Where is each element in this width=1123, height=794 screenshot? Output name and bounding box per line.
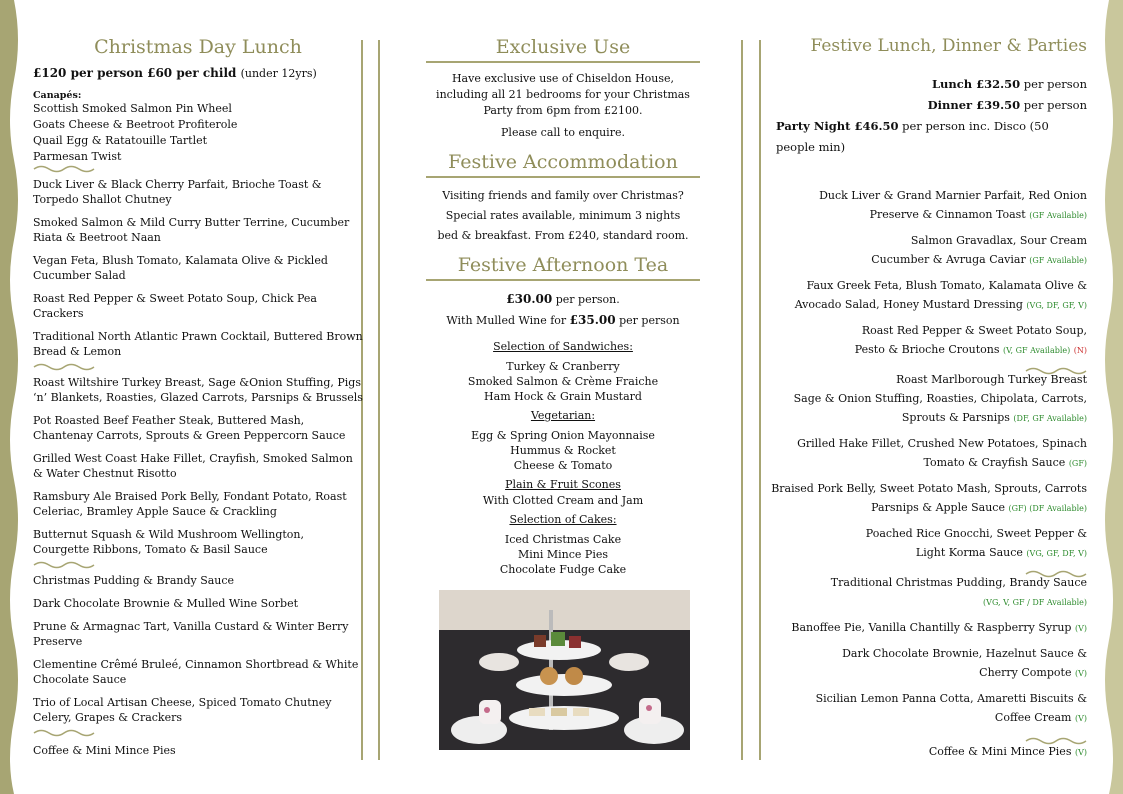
- item-line: Faux Greek Feta, Blush Tomato, Kalamata Olive &: [806, 279, 1087, 292]
- starter-item: [770, 321, 1087, 360]
- wavy-divider: [33, 561, 95, 569]
- canape-item: Goats Cheese & Beetroot Profiterole: [33, 118, 238, 131]
- main-item: Ramsbury Ale Braised Pork Belly, Fondant Potato, Roast Celeriac, Bramley Apple Sauce & Crackling: [33, 490, 347, 518]
- divider-rule: [378, 40, 380, 760]
- cake-item: Mini Mince Pies: [518, 548, 608, 561]
- canape-item: Quail Egg & Ratatouille Tartlet: [33, 134, 208, 147]
- christmas-day-title: Christmas Day Lunch: [94, 36, 302, 58]
- vegetarian-label: Vegetarian:: [530, 409, 596, 422]
- item-line: Pesto & Brioche Croutons: [854, 343, 1004, 356]
- sandwich-item: Smoked Salmon & Crème Fraiche: [467, 375, 659, 388]
- item-line: Duck Liver & Grand Marnier Parfait, Red Onion: [819, 189, 1087, 202]
- dessert-item: [770, 644, 1087, 683]
- diet-tag: (GF Available): [1029, 211, 1087, 220]
- middle-column: [426, 32, 700, 577]
- dessert-item: Dark Chocolate Brownie & Mulled Wine Sorbet: [33, 597, 299, 610]
- item-line: Cherry Compote: [979, 666, 1075, 679]
- cakes-label: Selection of Cakes:: [509, 513, 617, 526]
- diet-tag: (V): [1074, 748, 1087, 757]
- veg-item: Hummus & Rocket: [510, 444, 616, 457]
- afternoon-tea-photo: [439, 590, 690, 750]
- main-item: [770, 370, 1087, 428]
- item-line: Salmon Gravadlax, Sour Cream: [910, 234, 1087, 247]
- accommodation-line: Visiting friends and family over Christmas?: [442, 189, 684, 202]
- veg-item: Cheese & Tomato: [513, 459, 613, 472]
- exclusive-use-call: Please call to enquire.: [501, 126, 625, 139]
- item-line: Coffee Cream: [994, 711, 1075, 724]
- lunch-amount: Lunch £32.50: [931, 77, 1021, 91]
- tea-price: [426, 289, 700, 310]
- main-item: Roast Wiltshire Turkey Breast, Sage &Onion Stuffing, Pigs ‘n’ Blankets, Roasties, Glazed Carrots, Parsnips & Brussels: [33, 376, 363, 404]
- dessert-item: [770, 573, 1087, 612]
- item-line: Coffee & Mini Mince Pies: [928, 745, 1075, 758]
- diet-tag: (VG, DF, GF, V): [1026, 301, 1087, 310]
- starter-item: [770, 186, 1087, 225]
- item-line: Sprouts & Parsnips: [901, 411, 1014, 424]
- scones-text: With Clotted Cream and Jam: [482, 494, 644, 507]
- price-text: £120 per person £60 per child: [33, 66, 237, 80]
- item-line: Roast Marlborough Turkey Breast: [896, 373, 1087, 386]
- item-line: Banoffee Pie, Vanilla Chantilly & Raspberry Syrup: [791, 621, 1075, 634]
- dessert-item: Christmas Pudding & Brandy Sauce: [33, 574, 235, 587]
- cake-item: Chocolate Fudge Cake: [499, 563, 627, 576]
- item-line: Poached Rice Gnocchi, Sweet Pepper &: [865, 527, 1087, 540]
- main-item: [770, 524, 1087, 563]
- item-line: Grilled Hake Fillet, Crushed New Potatoes, Spinach: [797, 437, 1087, 450]
- sandwiches-label: Selection of Sandwiches:: [493, 340, 633, 353]
- tea-wine-pre: With Mulled Wine for: [446, 314, 570, 327]
- dessert-item: [770, 689, 1087, 728]
- canape-item: Parmesan Twist: [33, 150, 122, 163]
- main-item: [770, 479, 1087, 518]
- diet-tag: (VG, GF, DF, V): [1026, 549, 1087, 558]
- diet-tag: (V, GF Available): [1003, 346, 1071, 355]
- exclusive-use-title: Exclusive Use: [426, 32, 700, 63]
- diet-tag: (GF): [1068, 459, 1087, 468]
- item-line: Avocado Salad, Honey Mustard Dressing: [794, 298, 1027, 311]
- festive-parties-column: [770, 0, 1087, 762]
- accommodation-line: Special rates available, minimum 3 nights: [445, 209, 681, 222]
- sandwich-item: Turkey & Cranberry: [506, 360, 620, 373]
- party-amount: Party Night £46.50: [776, 119, 899, 133]
- item-line: Sage & Onion Stuffing, Roasties, Chipolata, Carrots,: [793, 392, 1087, 405]
- starter-item: Vegan Feta, Blush Tomato, Kalamata Olive & Pickled Cucumber Salad: [33, 254, 328, 282]
- diet-tag: (V): [1074, 669, 1087, 678]
- christmas-day-column: [33, 0, 363, 758]
- item-line: Sicilian Lemon Panna Cotta, Amaretti Biscuits &: [815, 692, 1087, 705]
- diet-tag: (VG, V, GF / DF Available): [983, 598, 1087, 607]
- finale-item: [770, 742, 1087, 762]
- accommodation-title: Festive Accommodation: [426, 147, 700, 178]
- diet-tag: (DF, GF Available): [1013, 414, 1087, 423]
- left-wavy-border: [0, 0, 26, 794]
- dinner-price: [770, 95, 1087, 116]
- canape-item: Scottish Smoked Salmon Pin Wheel: [33, 102, 232, 115]
- tea-wine-amount: £35.00: [569, 313, 616, 327]
- diet-tag: (GF) (DF Available): [1008, 504, 1087, 513]
- veg-item: Egg & Spring Onion Mayonnaise: [471, 429, 655, 442]
- tea-price-amount: £30.00: [506, 292, 553, 306]
- accommodation-line: bed & breakfast. From £240, standard room.: [437, 229, 689, 242]
- item-line: Tomato & Crayfish Sauce: [923, 456, 1069, 469]
- wavy-divider: [33, 165, 95, 173]
- sandwich-item: Ham Hock & Grain Mustard: [484, 390, 642, 403]
- wavy-divider: [33, 363, 95, 371]
- tea-price-rest: per person.: [552, 293, 620, 306]
- main-item: [770, 434, 1087, 473]
- scones-label: Plain & Fruit Scones: [505, 478, 621, 491]
- dessert-item: [770, 618, 1087, 638]
- tea-wine-rest: per person: [615, 314, 680, 327]
- finale-item: Coffee & Mini Mince Pies: [33, 744, 176, 757]
- divider-rule: [759, 40, 761, 760]
- item-line: Braised Pork Belly, Sweet Potato Mash, Sprouts, Carrots: [771, 482, 1087, 495]
- item-line: Traditional Christmas Pudding, Brandy Sauce: [830, 576, 1087, 589]
- tea-wine-price: [426, 310, 700, 331]
- item-line: Parsnips & Apple Sauce: [871, 501, 1009, 514]
- dinner-amount: Dinner £39.50: [927, 98, 1021, 112]
- dessert-item: Clementine Crêmé Bruleé, Cinnamon Shortbread & White Chocolate Sauce: [33, 658, 359, 686]
- right-wavy-border: [1097, 0, 1123, 794]
- party-rest: per person inc. Disco (50 people min): [776, 119, 1049, 154]
- lunch-rest: per person: [1020, 77, 1087, 91]
- item-line: Light Korma Sauce: [915, 546, 1027, 559]
- dessert-item: Prune & Armagnac Tart, Vanilla Custard & Winter Berry Preserve: [33, 620, 349, 648]
- starter-item: Duck Liver & Black Cherry Parfait, Brioche Toast & Torpedo Shallot Chutney: [33, 178, 322, 206]
- lunch-price: [770, 74, 1087, 95]
- main-item: Butternut Squash & Wild Mushroom Wellington, Courgette Ribbons, Tomato & Basil Sauce: [33, 528, 305, 556]
- diet-tag: (GF Available): [1029, 256, 1087, 265]
- afternoon-tea-title: Festive Afternoon Tea: [426, 250, 700, 281]
- wavy-divider: [33, 729, 95, 737]
- starter-item: Smoked Salmon & Mild Curry Butter Terrine, Cucumber Riata & Beetroot Naan: [33, 216, 350, 244]
- cake-item: Iced Christmas Cake: [504, 533, 622, 546]
- dinner-rest: per person: [1020, 98, 1087, 112]
- canapes-label: Canapés:: [33, 90, 82, 101]
- item-line: Dark Chocolate Brownie, Hazelnut Sauce &: [842, 647, 1087, 660]
- diet-tag: (V): [1074, 624, 1087, 633]
- starter-item: Traditional North Atlantic Prawn Cocktail, Buttered Brown Bread & Lemon: [33, 330, 363, 358]
- item-line: Preserve & Cinnamon Toast: [869, 208, 1030, 221]
- main-item: Pot Roasted Beef Feather Steak, Buttered Mash, Chantenay Carrots, Sprouts & Green Peppercorn Sauce: [33, 414, 346, 442]
- exclusive-use-text: Have exclusive use of Chiseldon House, including all 21 bedrooms for your Christmas Party from 6pm from £2100.: [436, 72, 690, 117]
- party-price: [776, 116, 1087, 158]
- main-item: Grilled West Coast Hake Fillet, Crayfish, Smoked Salmon & Water Chestnut Risotto: [33, 452, 353, 480]
- nut-tag: (N): [1073, 346, 1087, 355]
- item-line: Cucumber & Avruga Caviar: [871, 253, 1030, 266]
- christmas-day-price: [33, 66, 363, 80]
- item-line: Roast Red Pepper & Sweet Potato Soup,: [861, 324, 1087, 337]
- diet-tag: (V): [1074, 714, 1087, 723]
- divider-rule: [741, 40, 743, 760]
- starter-item: [770, 231, 1087, 270]
- dessert-item: Trio of Local Artisan Cheese, Spiced Tomato Chutney Celery, Grapes & Crackers: [33, 696, 332, 724]
- starter-item: [770, 276, 1087, 315]
- price-note: (under 12yrs): [240, 67, 317, 80]
- starter-item: Roast Red Pepper & Sweet Potato Soup, Chick Pea Crackers: [33, 292, 317, 320]
- festive-parties-title: Festive Lunch, Dinner & Parties: [810, 36, 1087, 56]
